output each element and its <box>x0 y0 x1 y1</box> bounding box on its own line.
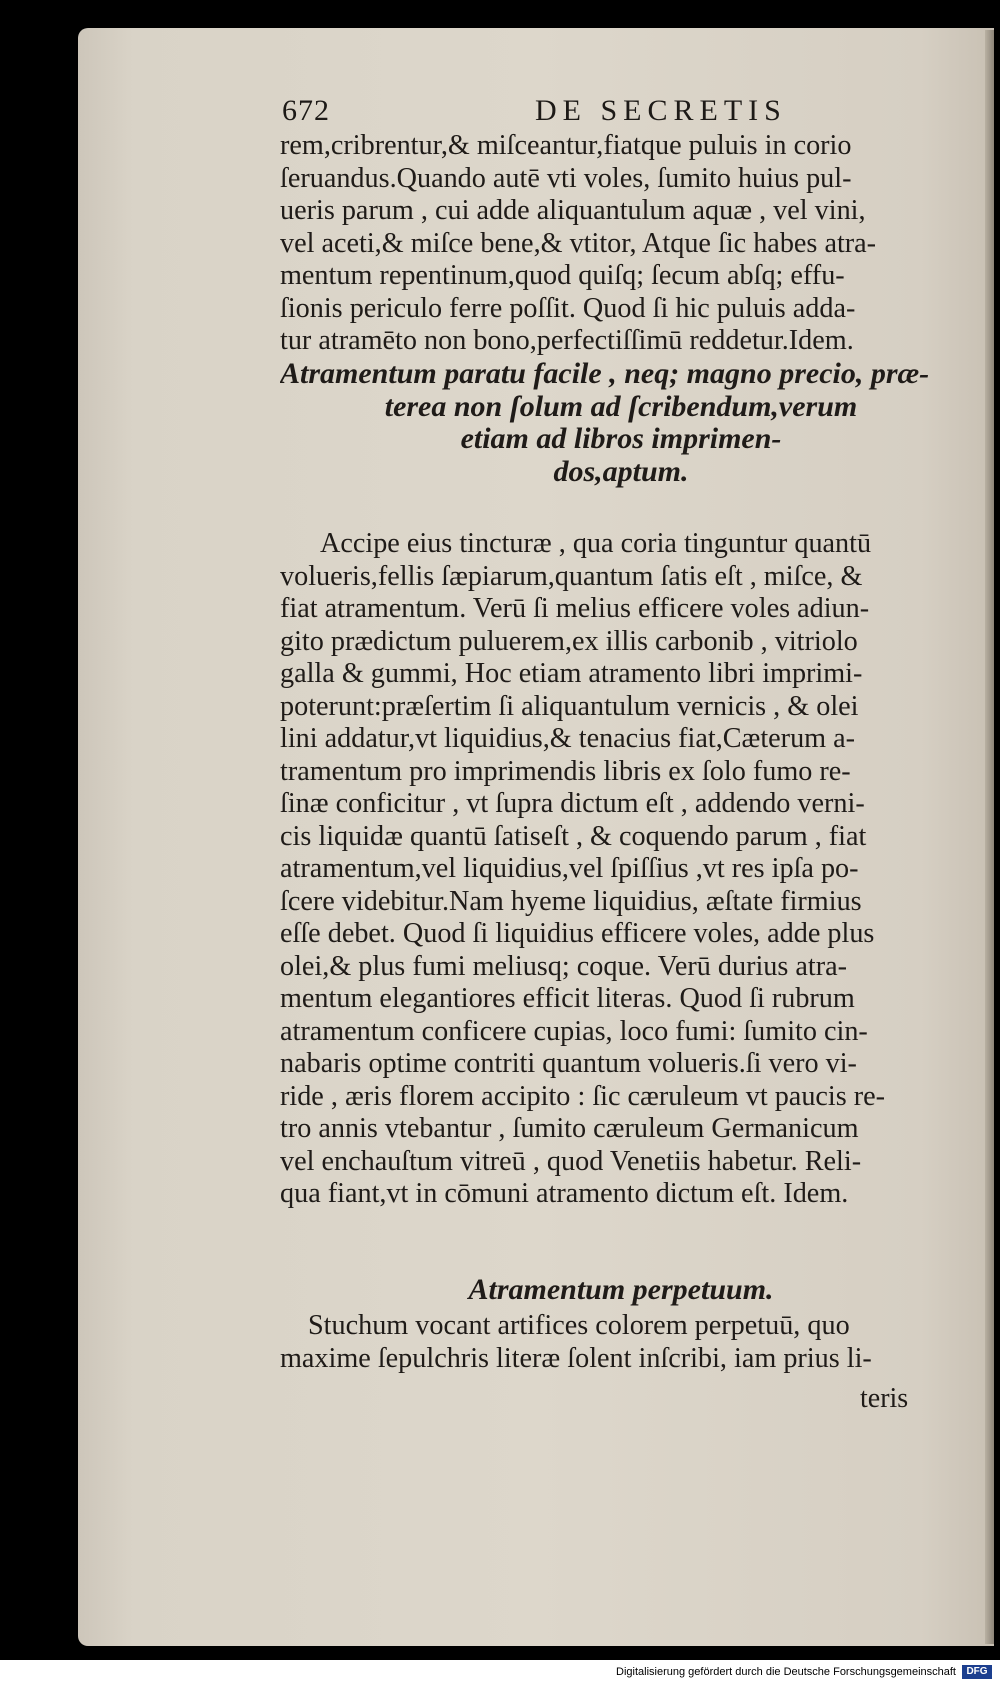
text-line: galla & gummi, Hoc etiam atramento libri imprimi- <box>280 658 863 689</box>
text-line: tur atramēto non bono,perfectiſſimū reddetur.Idem. <box>280 325 854 356</box>
catchword: teris <box>860 1383 909 1414</box>
text-line: mentum repentinum,quod quiſq; ſecum abſq; effu- <box>280 260 845 291</box>
text-line: qua fiant,vt in cōmuni atramento dictum eſt. Idem. <box>280 1178 849 1209</box>
text-line: olei,& plus fumi meliusq; coque. Verū durius atra- <box>280 950 848 982</box>
paragraph-1 <box>280 130 962 358</box>
text-line: ſeruandus.Quando autē vti voles, ſumito huius pul- <box>280 162 852 194</box>
text-line: atramentum conficere cupias, loco fumi: ſumito cin- <box>280 1015 868 1047</box>
text-line: volueris,fellis ſæpiarum,quantum ſatis eſt , miſce, & <box>280 560 863 592</box>
text-line: nabaris optime contriti quantum volueris.ſi vero vi- <box>280 1048 857 1079</box>
paragraph-3 <box>280 1310 962 1375</box>
text-line: Stuchum vocant artifices colorem perpetuū, quo <box>308 1310 850 1341</box>
scan-margin <box>994 0 1000 1660</box>
text-line: tramentum pro imprimendis libris ex ſolo fumo re- <box>280 755 851 787</box>
heading-line: etiam ad libros imprimen- <box>460 423 782 455</box>
text-line: vel aceti,& miſce bene,& vtitor, Atque ſic habes atra- <box>280 227 877 259</box>
paragraph-2 <box>280 528 962 1211</box>
text-line: ſionis periculo ferre poſſit. Quod ſi hic puluis adda- <box>280 292 856 324</box>
text-line: ueris parum , cui adde aliquantulum aquæ , vel vini, <box>280 195 866 226</box>
text-line: poterunt:præſertim ſi aliquantulum vernicis , & olei <box>280 690 859 722</box>
text-line: lini addatur,vt liquidius,& tenacius fiat,Cæterum a- <box>280 723 856 754</box>
text-line: ſcere videbitur.Nam hyeme liquidius, æſtate firmius <box>280 885 862 917</box>
text-line: Accipe eius tincturæ , qua coria tinguntur quantū <box>320 528 872 559</box>
page-header <box>282 94 862 134</box>
heading-line: dos,aptum. <box>553 455 689 488</box>
text-line: gito prædictum puluerem,ex illis carbonib , vitriolo <box>280 625 858 657</box>
heading-line: Atramentum paratu facile , neq; magno precio, præ- <box>280 358 930 390</box>
text-line: ride , æris florem accipito : ſic cæruleum vt paucis re- <box>280 1080 886 1112</box>
text-line: tro annis vtebantur , ſumito cæruleum Germanicum <box>280 1113 859 1144</box>
text-line: maxime ſepulchris literæ ſolent inſcribi, iam prius li- <box>280 1342 872 1374</box>
text-line: fiat atramentum. Verū ſi melius efficere voles adiun- <box>280 593 870 624</box>
running-head: DE SECRETIS <box>535 94 787 127</box>
heading-atramentum-perpetuum <box>280 1274 962 1307</box>
heading-line: terea non ſolum ad ſcribendum,verum <box>384 390 858 423</box>
text-line: eſſe debet. Quod ſi liquidius efficere voles, adde plus <box>280 918 875 949</box>
text-line: mentum elegantiores efficit literas. Quod ſi rubrum <box>280 983 855 1014</box>
text-line: vel enchauſtum vitreū , quod Venetiis habetur. Reli- <box>280 1145 862 1177</box>
text-line: ſinæ conficitur , vt ſupra dictum eſt , addendo verni- <box>280 788 865 819</box>
text-line: cis liquidæ quantū ſatiseſt , & coquendo parum , fiat <box>280 820 867 852</box>
text-line: rem,cribrentur,& miſceantur,fiatque puluis in corio <box>280 130 852 161</box>
dfg-logo-icon: DFG <box>962 1665 992 1679</box>
heading-atramentum-paratu <box>280 358 962 488</box>
digitization-footer <box>0 1660 1000 1687</box>
text-line: atramentum,vel liquidius,vel ſpiſſius ,vt res ipſa po- <box>280 853 859 884</box>
heading-line: Atramentum perpetuum. <box>468 1274 774 1306</box>
footer-credit: Digitalisierung gefördert durch die Deutsche Forschungsgemeinschaft <box>616 1666 956 1678</box>
page-edge <box>985 30 994 1644</box>
page-number: 672 <box>282 94 330 127</box>
